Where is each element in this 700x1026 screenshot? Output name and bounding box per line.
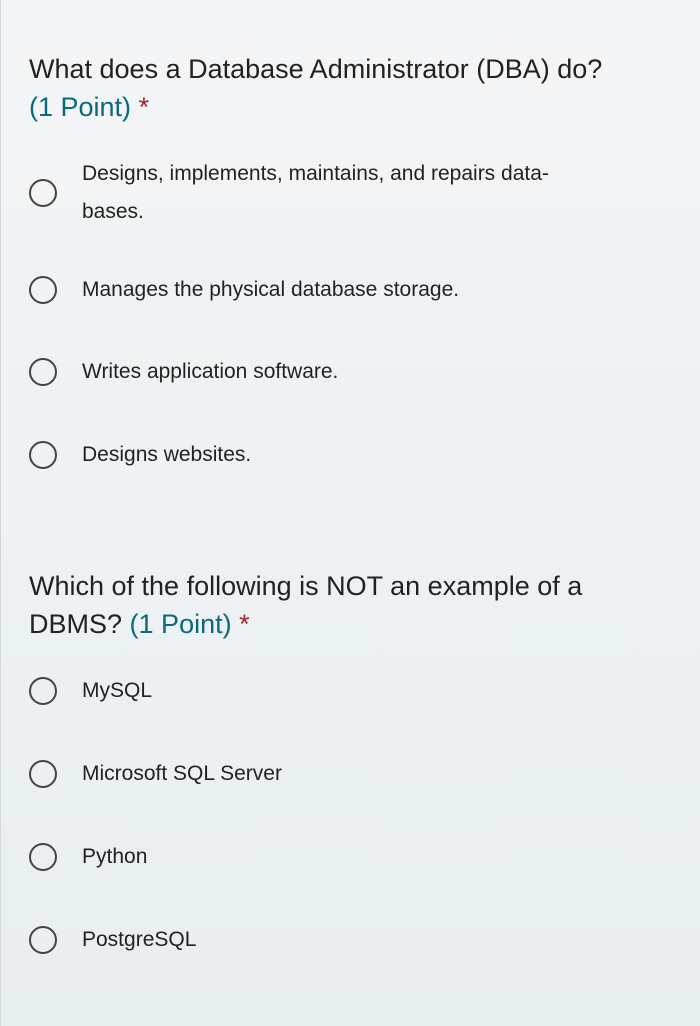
option-label: MySQL <box>82 679 153 702</box>
question-2-option-2[interactable] <box>29 755 649 793</box>
option-label: PostgreSQL <box>82 928 197 951</box>
option-label: Designs, implements, maintains, and repairs data- bases. <box>82 162 549 223</box>
question-1-title: What does a Database Administrator (DBA) do? <box>29 54 603 84</box>
question-1-required-mark: * <box>138 92 150 122</box>
question-2-option-3[interactable] <box>29 838 649 876</box>
question-2-points: (1 Point) <box>129 609 232 639</box>
radio-unselected-icon[interactable] <box>29 358 57 386</box>
option-label: Designs websites. <box>82 443 252 466</box>
question-1-option-4[interactable] <box>29 436 649 474</box>
option-label: Microsoft SQL Server <box>82 762 282 785</box>
radio-unselected-icon[interactable] <box>29 843 57 871</box>
question-1-option-3[interactable] <box>29 353 649 391</box>
radio-unselected-icon[interactable] <box>29 760 57 788</box>
radio-unselected-icon[interactable] <box>29 441 57 469</box>
question-2-title: Which of the following is NOT an example of a DBMS? <box>29 571 583 639</box>
radio-unselected-icon[interactable] <box>29 179 57 207</box>
question-1-title-block <box>29 50 669 126</box>
question-1-option-1[interactable] <box>29 155 649 231</box>
question-2-option-4[interactable] <box>29 921 649 959</box>
question-1-points: (1 Point) <box>29 92 132 122</box>
option-label: Writes application software. <box>82 360 339 383</box>
radio-unselected-icon[interactable] <box>29 276 57 304</box>
question-1 <box>29 50 669 126</box>
radio-unselected-icon[interactable] <box>29 926 57 954</box>
radio-unselected-icon[interactable] <box>29 677 57 705</box>
question-2 <box>29 567 629 643</box>
question-1-option-2[interactable] <box>29 271 649 309</box>
question-2-required-mark: * <box>239 609 250 639</box>
question-2-title-block <box>29 567 629 643</box>
question-2-option-1[interactable] <box>29 672 649 710</box>
option-label: Python <box>82 845 148 868</box>
option-label: Manages the physical database storage. <box>82 278 460 301</box>
